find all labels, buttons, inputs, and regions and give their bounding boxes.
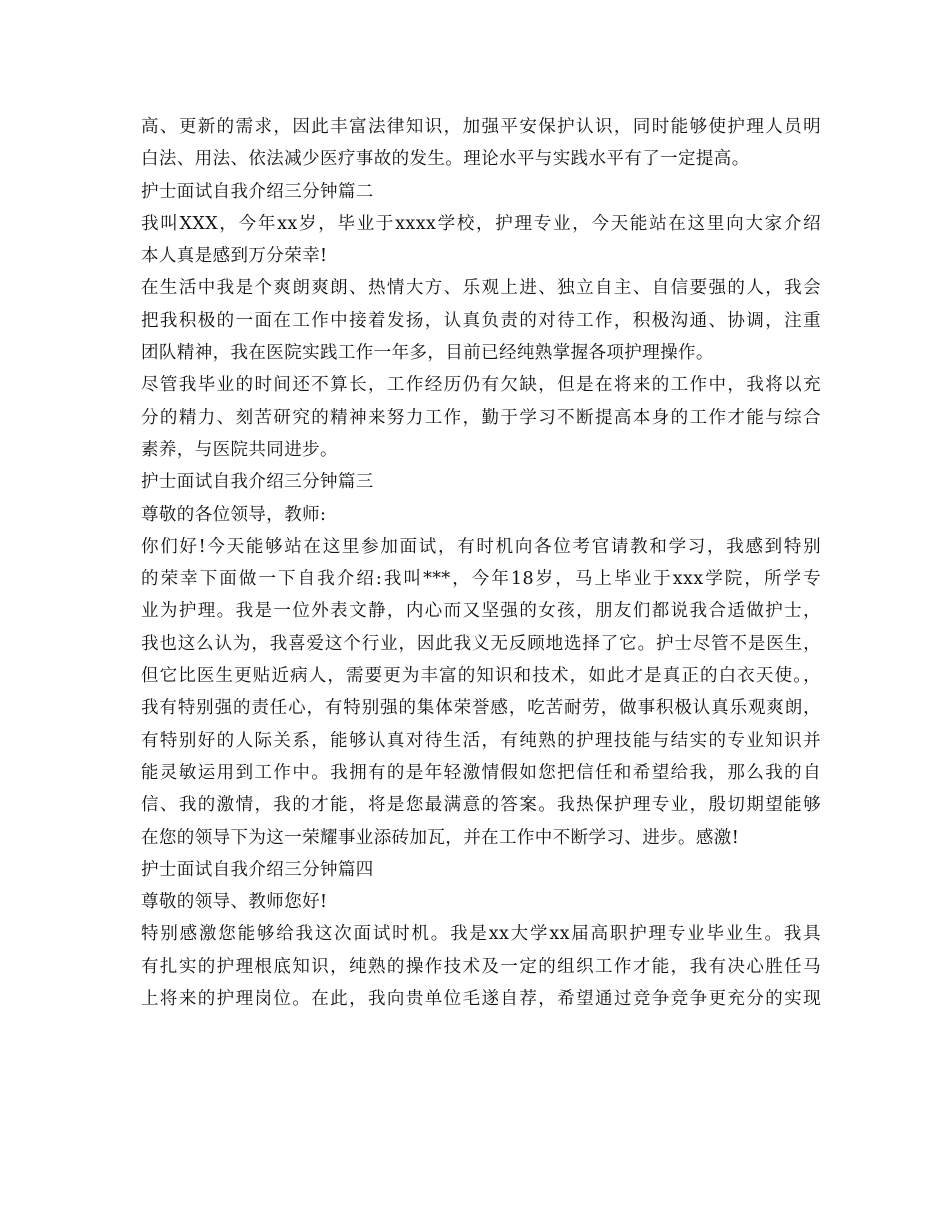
document-page bbox=[141, 111, 821, 1015]
text-line: 护士面试自我介绍三分钟篇四 bbox=[141, 859, 374, 880]
text-line: 尊敬的各位领导，教师: bbox=[141, 504, 327, 525]
text-line: 护士面试自我介绍三分钟篇二 bbox=[141, 181, 374, 202]
text-line: 把我积极的一面在工作中接着发扬，认真负责的对待工作，积极沟通、协调，注重 bbox=[141, 310, 821, 331]
text-line: 的荣幸下面做一下自我介绍:我叫***，今年18岁，马上毕业于xxx学院，所学专 bbox=[141, 569, 821, 590]
text-line: 有特别好的人际关系，能够认真对待生活，有纯熟的护理技能与结实的专业知识并 bbox=[141, 730, 821, 751]
text-line: 业为护理。我是一位外表文静，内心而又坚强的女孩，朋友们都说我合适做护士， bbox=[141, 601, 821, 622]
text-line: 素养，与医院共同进步。 bbox=[141, 439, 338, 460]
text-line: 我叫XXX，今年xx岁，毕业于xxxx学校，护理专业，今天能站在这里向大家介绍 bbox=[141, 213, 821, 234]
text-line: 你们好!今天能够站在这里参加面试，有时机向各位考官请教和学习，我感到特别 bbox=[141, 536, 821, 557]
text-line: 信、我的激情，我的才能，将是您最满意的答案。我热保护理专业，殷切期望能够 bbox=[141, 795, 821, 816]
text-line: 能灵敏运用到工作中。我拥有的是年轻激情假如您把信任和希望给我，那么我的自 bbox=[141, 762, 821, 783]
text-line: 特别感激您能够给我这次面试时机。我是xx大学xx届高职护理专业毕业生。我具 bbox=[141, 924, 821, 945]
text-line: 但它比医生更贴近病人，需要更为丰富的知识和技术，如此才是真正的白衣天使。， bbox=[141, 666, 821, 687]
text-line: 分的精力、刻苦研究的精神来努力工作，勤于学习不断提高本身的工作才能与综合 bbox=[141, 407, 821, 428]
text-line: 在您的领导下为这一荣耀事业添砖加瓦，并在工作中不断学习、进步。感激! bbox=[141, 827, 740, 848]
text-line: 团队精神，我在医院实践工作一年多，目前已经纯熟掌握各项护理操作。 bbox=[141, 343, 714, 364]
text-line: 有扎实的护理根底知识，纯熟的操作技术及一定的组织工作才能，我有决心胜任马 bbox=[141, 956, 821, 977]
text-line: 尽管我毕业的时间还不算长，工作经历仍有欠缺，但是在将来的工作中，我将以充 bbox=[141, 375, 821, 396]
text-line: 我也这么认为，我喜爱这个行业，因此我义无反顾地选择了它。护士尽管不是医生， bbox=[141, 633, 821, 654]
text-line: 高、更新的需求，因此丰富法律知识，加强平安保护认识，同时能够使护理人员明 bbox=[141, 117, 821, 137]
text-line: 白法、用法、依法减少医疗事故的发生。理论水平与实践水平有了一定提高。 bbox=[141, 149, 750, 170]
text-line: 上将来的护理岗位。在此，我向贵单位毛遂自荐，希望通过竞争竞争更充分的实现 bbox=[141, 989, 821, 1010]
text-line: 尊敬的领导、教师您好! bbox=[141, 892, 328, 913]
text-line: 我有特别强的责任心，有特别强的集体荣誉感，吃苦耐劳，做事积极认真乐观爽朗， bbox=[141, 698, 821, 719]
text-line: 护士面试自我介绍三分钟篇三 bbox=[141, 472, 374, 493]
text-line: 在生活中我是个爽朗爽朗、热情大方、乐观上进、独立自主、自信要强的人，我会 bbox=[141, 278, 821, 299]
text-line: 本人真是感到万分荣幸! bbox=[141, 246, 328, 267]
